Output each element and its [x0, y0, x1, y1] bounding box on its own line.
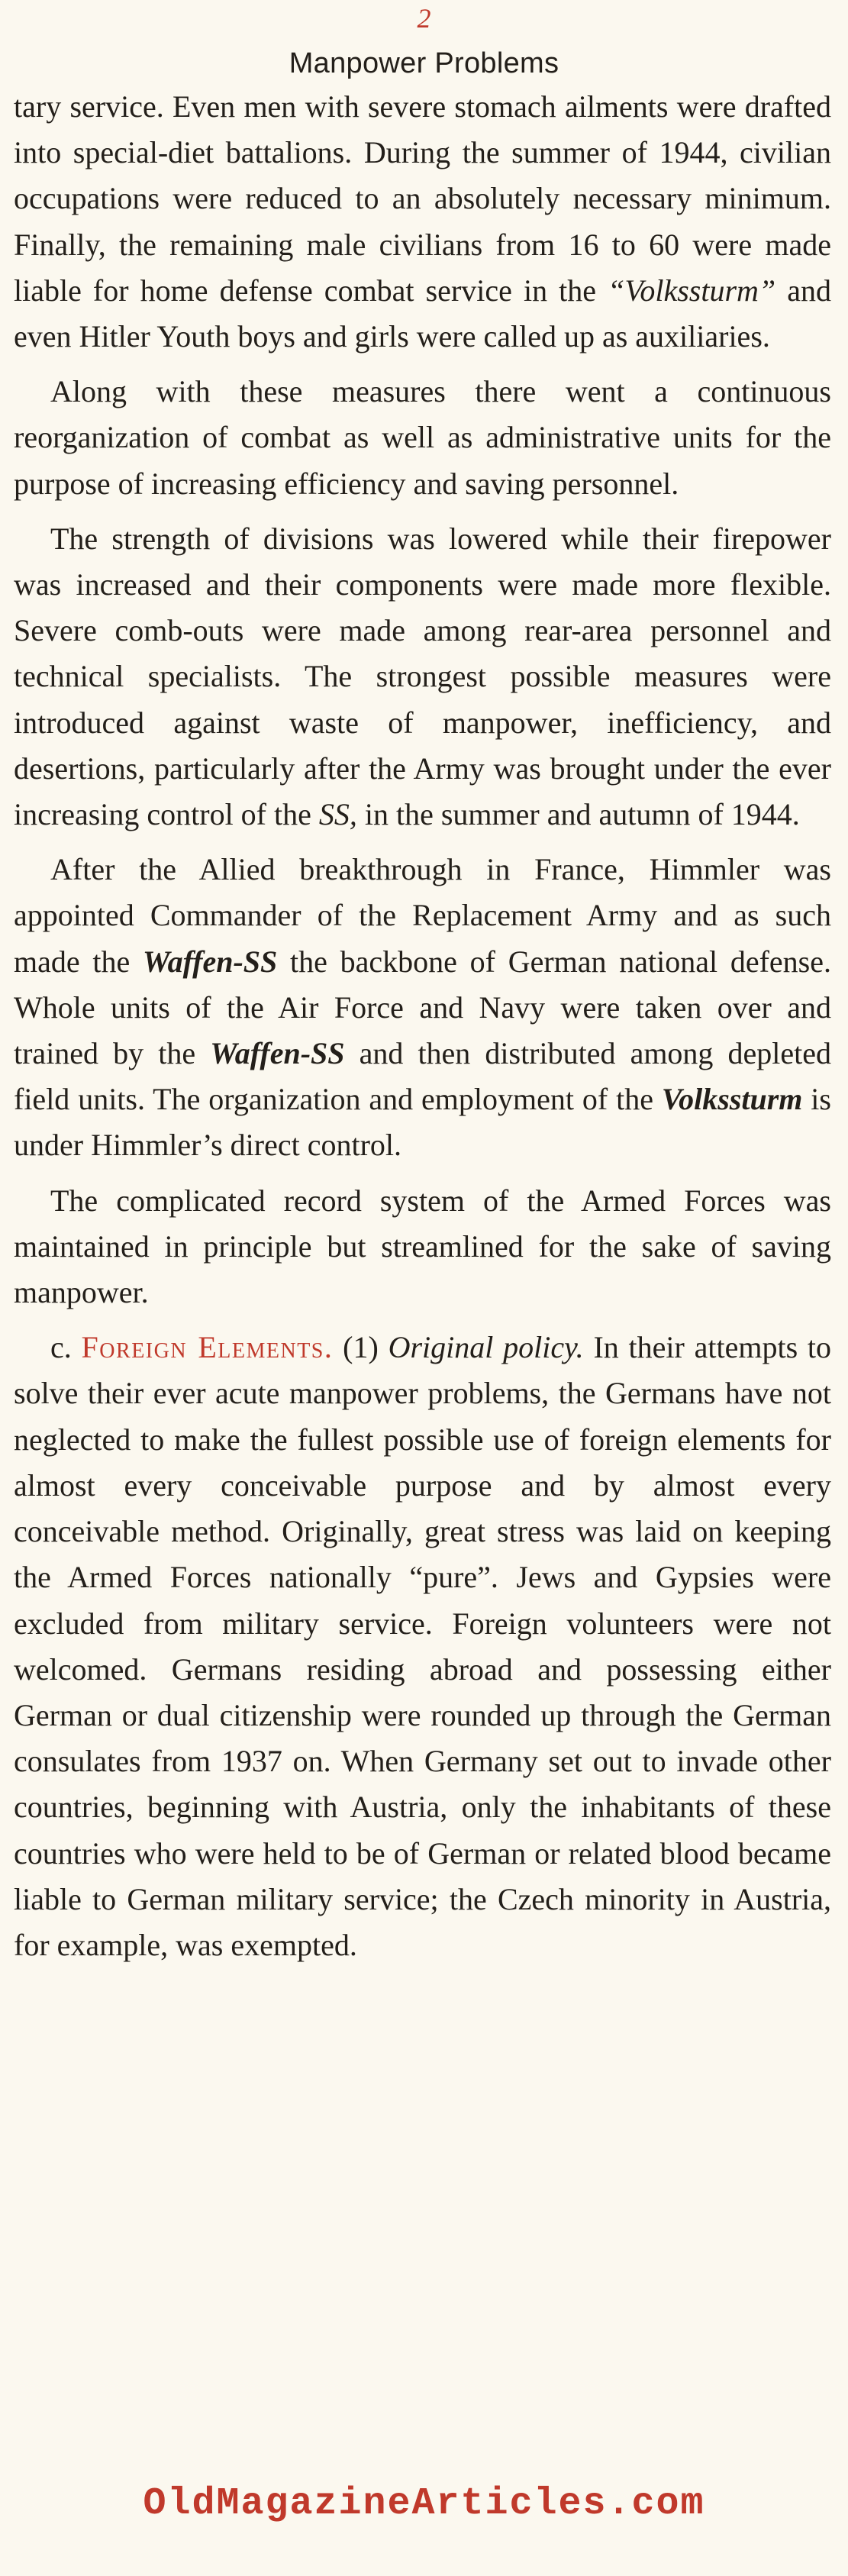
italic-term: Volkssturm: [661, 1082, 803, 1117]
paragraph-1: tary service. Even men with severe stomach ailments were drafted into special-diet battalions. During the summer of 1944, civilian occupations were reduced to an absolutely necessary minimum. Finally, the remaining male civilians from 16 to 60 were made liable for home defense combat service in the “Volkssturm” and even Hitler Youth boys and girls were called up as auxiliaries.: [14, 89, 831, 354]
paragraph-3: The strength of divisions was lowered while their firepower was increased and their components were made more flexible. Severe comb-outs were made among rear-area personnel and technical specialists. The strongest possible measures were introduced against waste of manpower, inefficiency, and desertions, particularly after the Army was brought under the ever increasing control of the SS, in the summer and autumn of 1944.: [14, 521, 831, 832]
running-head: Manpower Problems: [289, 47, 559, 79]
subsection-heading: Original policy.: [388, 1330, 584, 1365]
italic-term: Waffen-SS: [142, 944, 278, 979]
site-watermark: OldMagazineArticles.com: [143, 2482, 705, 2526]
paragraph-5: The complicated record system of the Armed Forces was maintained in principle but streamlined for the sake of saving manpower.: [14, 1183, 831, 1310]
section-c-paragraph: c. Foreign Elements. (1) Original policy. In their attempts to solve their ever acute manpower problems, the Germans have not neglected to make the fullest possible use of foreign elements for almost every conceivable purpose and by almost every conceivable method. Originally, great stress was laid on keeping the Armed Forces nationally “pure”. Jews and Gypsies were excluded from military service. Foreign volunteers were not welcomed. Germans residing abroad and possessing either German or dual citizenship were rounded up through the German consulates from 1937 on. When Germany set out to invade other countries, beginning with Austria, only the inhabitants of these countries who were held to be of German or related blood became liable to German military service; the Czech minority in Austria, for example, was exempted.: [14, 1330, 832, 1962]
page-number: 2: [417, 3, 431, 34]
subsection-number: (1): [343, 1330, 379, 1365]
italic-term: “Volkssturm”: [608, 273, 776, 308]
italic-term: Waffen-SS: [210, 1036, 345, 1071]
paragraph-4: After the Allied breakthrough in France, Himmler was appointed Commander of the Replacement Army and as such made the Waffen-SS the backbone of German national defense. Whole units of the Air Force and Navy were taken over and trained by the Waffen-SS and then distributed among depleted field units. The organization and employment of the Volkssturm is under Himmler’s direct control.: [14, 852, 832, 1163]
article-body: [14, 84, 831, 1977]
italic-term: SS,: [318, 797, 357, 832]
section-label: c.: [50, 1330, 72, 1365]
paragraph-2: Along with these measures there went a continuous reorganization of combat as well as administrative units for the purpose of increasing efficiency and saving personnel.: [14, 374, 831, 501]
section-heading: Foreign Elements.: [81, 1330, 334, 1365]
